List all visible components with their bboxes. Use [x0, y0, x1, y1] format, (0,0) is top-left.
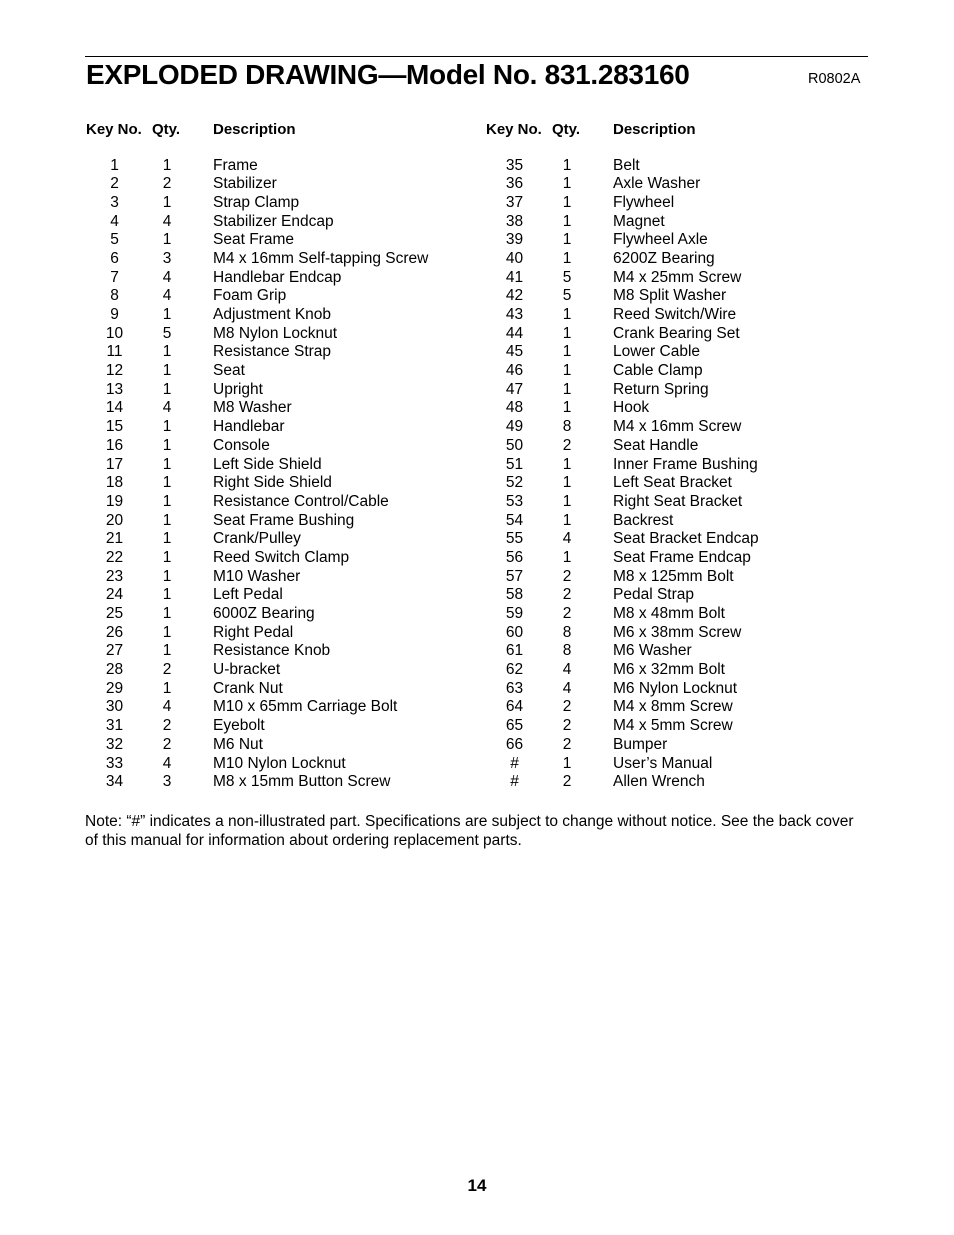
description-cell: Crank Nut — [213, 679, 283, 697]
key-no-cell: 54 — [505, 511, 524, 529]
key-no-cell: 38 — [505, 212, 524, 230]
key-no-cell: 36 — [505, 175, 524, 193]
key-no-cell: 14 — [105, 399, 124, 417]
key-no-cell: 21 — [105, 530, 124, 548]
description-cell: Lower Cable — [613, 343, 701, 361]
qty-cell: 1 — [162, 586, 172, 604]
key-no-cell: 42 — [505, 287, 524, 305]
key-no-cell: 40 — [505, 249, 524, 267]
qty-cell: 1 — [562, 324, 572, 342]
key-no-cell: 62 — [505, 661, 524, 679]
key-no-cell: 65 — [505, 717, 524, 735]
description-cell: Return Spring — [613, 380, 709, 398]
key-no-cell: 34 — [105, 773, 124, 791]
description-cell: Strap Clamp — [213, 193, 300, 211]
key-no-cell: 53 — [505, 492, 524, 510]
description-cell: Crank Bearing Set — [613, 324, 740, 342]
key-no-cell: 58 — [505, 586, 524, 604]
qty-cell: 5 — [162, 324, 172, 342]
description-cell: M8 x 48mm Bolt — [613, 605, 725, 622]
qty-cell: 4 — [562, 679, 572, 697]
qty-cell: 1 — [162, 474, 172, 492]
qty-cell: 2 — [562, 586, 572, 604]
description-cell: Left Side Shield — [213, 455, 322, 473]
key-no-cell: 66 — [505, 735, 524, 753]
header-rule — [85, 56, 868, 57]
key-no-cell: 23 — [105, 567, 124, 585]
description-cell: M10 Nylon Locknut — [213, 754, 346, 772]
qty-cell: 8 — [562, 642, 572, 660]
key-no-cell: 29 — [105, 679, 124, 697]
qty-cell: 1 — [562, 399, 572, 417]
qty-cell: 1 — [162, 511, 172, 529]
qty-cell: 2 — [562, 735, 572, 753]
key-no-cell: 19 — [105, 492, 124, 510]
key-no-cell: 3 — [110, 193, 119, 211]
description-cell: Stabilizer — [213, 175, 277, 193]
qty-cell: 4 — [162, 287, 172, 305]
description-cell: Eyebolt — [213, 717, 265, 735]
key-no-cell: 32 — [105, 735, 124, 753]
qty-cell: 1 — [562, 306, 572, 323]
description-cell: M4 x 16mm Screw — [613, 418, 742, 436]
description-cell: M6 Washer — [613, 642, 692, 660]
qty-cell: 5 — [562, 287, 572, 305]
description-cell: M8 x 15mm Button Screw — [213, 773, 391, 791]
description-cell: Adjustment Knob — [213, 306, 332, 323]
qty-cell: 2 — [562, 717, 572, 735]
qty-cell: 1 — [162, 567, 172, 585]
qty-cell: 2 — [562, 567, 572, 585]
key-no-cell: 47 — [505, 380, 524, 398]
description-cell: Left Pedal — [213, 586, 283, 604]
qty-cell: 1 — [562, 511, 572, 529]
description-cell: Upright — [213, 380, 263, 398]
qty-cell: 1 — [162, 436, 172, 454]
qty-cell: 1 — [162, 306, 172, 323]
key-no-cell: 52 — [505, 474, 524, 492]
description-cell: M10 Washer — [213, 567, 301, 585]
description-cell: M8 Nylon Locknut — [213, 324, 338, 342]
qty-cell: 2 — [162, 661, 172, 679]
description-cell: M4 x 16mm Self-tapping Screw — [213, 249, 429, 267]
qty-cell: 4 — [562, 661, 572, 679]
qty-cell: 1 — [162, 193, 172, 211]
key-no-cell: 6 — [110, 249, 119, 267]
qty-cell: 3 — [162, 773, 172, 791]
key-no-cell: 15 — [105, 418, 124, 436]
description-cell: M10 x 65mm Carriage Bolt — [213, 698, 398, 716]
key-no-cell: 57 — [505, 567, 524, 585]
key-no-cell: 4 — [110, 212, 119, 230]
key-no-cell: 18 — [105, 474, 124, 492]
qty-cell: 1 — [562, 754, 572, 772]
qty-cell: 1 — [562, 212, 572, 230]
qty-cell: 1 — [562, 249, 572, 267]
key-no-cell: 35 — [505, 156, 524, 174]
description-cell: Pedal Strap — [613, 586, 694, 604]
qty-cell: 1 — [562, 343, 572, 361]
description-cell: Hook — [613, 399, 650, 417]
qty-cell: 1 — [162, 492, 172, 510]
description-cell: M4 x 8mm Screw — [613, 698, 733, 716]
key-no-cell: 27 — [105, 642, 124, 660]
key-no-cell: 33 — [105, 754, 124, 772]
description-cell: Resistance Strap — [213, 343, 332, 361]
key-no-cell: 1 — [110, 156, 119, 174]
description-cell: Right Seat Bracket — [613, 492, 743, 510]
column-header-description: Description — [213, 121, 296, 138]
qty-cell: 1 — [162, 380, 172, 398]
qty-cell: 1 — [162, 343, 172, 361]
description-cell: M6 Nylon Locknut — [613, 679, 738, 697]
column-header-key-no: Key No. — [486, 121, 542, 138]
description-cell: Foam Grip — [213, 287, 287, 305]
qty-cell: 4 — [162, 754, 172, 772]
qty-cell: 1 — [562, 231, 572, 249]
description-cell: Allen Wrench — [613, 773, 705, 791]
description-cell: Resistance Control/Cable — [213, 492, 389, 510]
description-cell: M8 x 125mm Bolt — [613, 567, 734, 585]
key-no-cell: 28 — [105, 661, 124, 679]
qty-cell: 1 — [162, 623, 172, 641]
page-title: EXPLODED DRAWING—Model No. 831.283160 — [86, 59, 690, 90]
qty-cell: 3 — [162, 249, 172, 267]
qty-cell: 1 — [562, 492, 572, 510]
column-header-key-no: Key No. — [86, 121, 142, 138]
key-no-cell: 45 — [505, 343, 524, 361]
description-cell: Seat — [213, 362, 245, 380]
description-cell: Console — [213, 436, 270, 454]
qty-cell: 1 — [162, 530, 172, 548]
key-no-cell: 50 — [505, 436, 524, 454]
column-header-qty: Qty. — [552, 121, 581, 138]
qty-cell: 1 — [162, 605, 172, 622]
key-no-cell: 55 — [505, 530, 524, 548]
qty-cell: 1 — [562, 548, 572, 566]
qty-cell: 1 — [562, 156, 572, 174]
description-cell: M4 x 25mm Screw — [613, 268, 742, 286]
description-cell: Handlebar — [213, 418, 285, 436]
qty-cell: 1 — [162, 231, 172, 249]
description-cell: U-bracket — [213, 661, 281, 679]
description-cell: Bumper — [613, 735, 668, 753]
key-no-cell: 59 — [505, 605, 524, 622]
description-cell: Right Side Shield — [213, 474, 332, 492]
key-no-cell: 26 — [105, 623, 124, 641]
qty-cell: 4 — [162, 212, 172, 230]
key-no-cell: 9 — [110, 306, 119, 323]
description-cell: Seat Frame — [213, 231, 294, 249]
key-no-cell: 60 — [505, 623, 524, 641]
description-cell: Seat Bracket Endcap — [613, 530, 759, 548]
qty-cell: 1 — [162, 362, 172, 380]
key-no-cell: 8 — [110, 287, 119, 305]
description-cell: 6200Z Bearing — [613, 249, 715, 267]
key-no-cell: 39 — [505, 231, 524, 249]
key-no-cell: 49 — [505, 418, 524, 436]
key-no-cell: 17 — [105, 455, 124, 473]
qty-cell: 2 — [562, 605, 572, 622]
description-cell: M6 x 32mm Bolt — [613, 661, 725, 679]
key-no-cell: 41 — [505, 268, 524, 286]
description-cell: Flywheel Axle — [613, 231, 708, 249]
description-cell: Seat Frame Bushing — [213, 511, 355, 529]
description-cell: Reed Switch Clamp — [213, 548, 350, 566]
qty-cell: 2 — [562, 773, 572, 791]
footnote: Note: “#” indicates a non-illustrated part. Specifications are subject to change without notice. See the back cover of this manual for information about ordering replacement parts. — [85, 813, 854, 849]
qty-cell: 1 — [562, 362, 572, 380]
description-cell: Inner Frame Bushing — [613, 455, 758, 473]
column-header-qty: Qty. — [152, 121, 181, 138]
description-cell: M6 Nut — [213, 735, 263, 753]
description-cell: Frame — [213, 156, 258, 174]
qty-cell: 1 — [162, 679, 172, 697]
key-no-cell: 16 — [105, 436, 124, 454]
qty-cell: 2 — [162, 175, 172, 193]
key-no-cell: 20 — [105, 511, 124, 529]
description-cell: Flywheel — [613, 193, 675, 211]
document-code: R0802A — [808, 71, 861, 87]
key-no-cell: 11 — [106, 343, 123, 361]
description-cell: Reed Switch/Wire — [613, 306, 737, 323]
qty-cell: 2 — [562, 698, 572, 716]
key-no-cell: 51 — [505, 455, 524, 473]
description-cell: M6 x 38mm Screw — [613, 623, 742, 641]
qty-cell: 4 — [162, 399, 172, 417]
qty-cell: 2 — [562, 436, 572, 454]
qty-cell: 1 — [162, 156, 172, 174]
qty-cell: 1 — [162, 418, 172, 436]
description-cell: M4 x 5mm Screw — [613, 717, 733, 735]
description-cell: Resistance Knob — [213, 642, 331, 660]
key-no-cell: # — [510, 754, 519, 772]
key-no-cell: 63 — [505, 679, 524, 697]
description-cell: Magnet — [613, 212, 665, 230]
key-no-cell: 44 — [505, 324, 524, 342]
description-cell: Axle Washer — [613, 175, 701, 193]
qty-cell: 4 — [162, 698, 172, 716]
key-no-cell: 37 — [505, 193, 524, 211]
key-no-cell: 25 — [105, 605, 124, 622]
key-no-cell: 30 — [105, 698, 124, 716]
key-no-cell: 5 — [110, 231, 119, 249]
description-cell: Crank/Pulley — [213, 530, 301, 548]
description-cell: M8 Washer — [213, 399, 292, 417]
qty-cell: 1 — [162, 455, 172, 473]
key-no-cell: 31 — [105, 717, 124, 735]
key-no-cell: 13 — [105, 380, 124, 398]
qty-cell: 1 — [562, 193, 572, 211]
description-cell: Handlebar Endcap — [213, 268, 342, 286]
description-cell: Belt — [613, 156, 640, 174]
qty-cell: 2 — [162, 735, 172, 753]
qty-cell: 8 — [562, 418, 572, 436]
description-cell: Backrest — [613, 511, 674, 529]
key-no-cell: 46 — [505, 362, 524, 380]
qty-cell: 4 — [162, 268, 172, 286]
description-cell: 6000Z Bearing — [213, 605, 315, 622]
qty-cell: 4 — [562, 530, 572, 548]
column-header-description: Description — [613, 121, 696, 138]
key-no-cell: 64 — [505, 698, 524, 716]
description-cell: Seat Handle — [613, 436, 699, 454]
key-no-cell: # — [510, 773, 519, 791]
qty-cell: 1 — [162, 642, 172, 660]
page-number: 14 — [467, 1176, 487, 1195]
qty-cell: 1 — [562, 474, 572, 492]
qty-cell: 2 — [162, 717, 172, 735]
description-cell: Left Seat Bracket — [613, 474, 732, 492]
description-cell: Seat Frame Endcap — [613, 548, 751, 566]
key-no-cell: 24 — [105, 586, 124, 604]
qty-cell: 1 — [562, 175, 572, 193]
description-cell: M8 Split Washer — [613, 287, 727, 305]
key-no-cell: 22 — [105, 548, 124, 566]
qty-cell: 1 — [562, 380, 572, 398]
key-no-cell: 48 — [505, 399, 524, 417]
qty-cell: 5 — [562, 268, 572, 286]
key-no-cell: 2 — [110, 175, 119, 193]
key-no-cell: 56 — [505, 548, 524, 566]
qty-cell: 8 — [562, 623, 572, 641]
description-cell: Stabilizer Endcap — [213, 212, 334, 230]
key-no-cell: 61 — [505, 642, 524, 660]
key-no-cell: 12 — [105, 362, 124, 380]
description-cell: Right Pedal — [213, 623, 294, 641]
description-cell: User’s Manual — [613, 754, 713, 772]
qty-cell: 1 — [162, 548, 172, 566]
description-cell: Cable Clamp — [613, 362, 703, 380]
key-no-cell: 7 — [110, 268, 119, 286]
qty-cell: 1 — [562, 455, 572, 473]
key-no-cell: 10 — [105, 324, 124, 342]
key-no-cell: 43 — [505, 306, 524, 323]
